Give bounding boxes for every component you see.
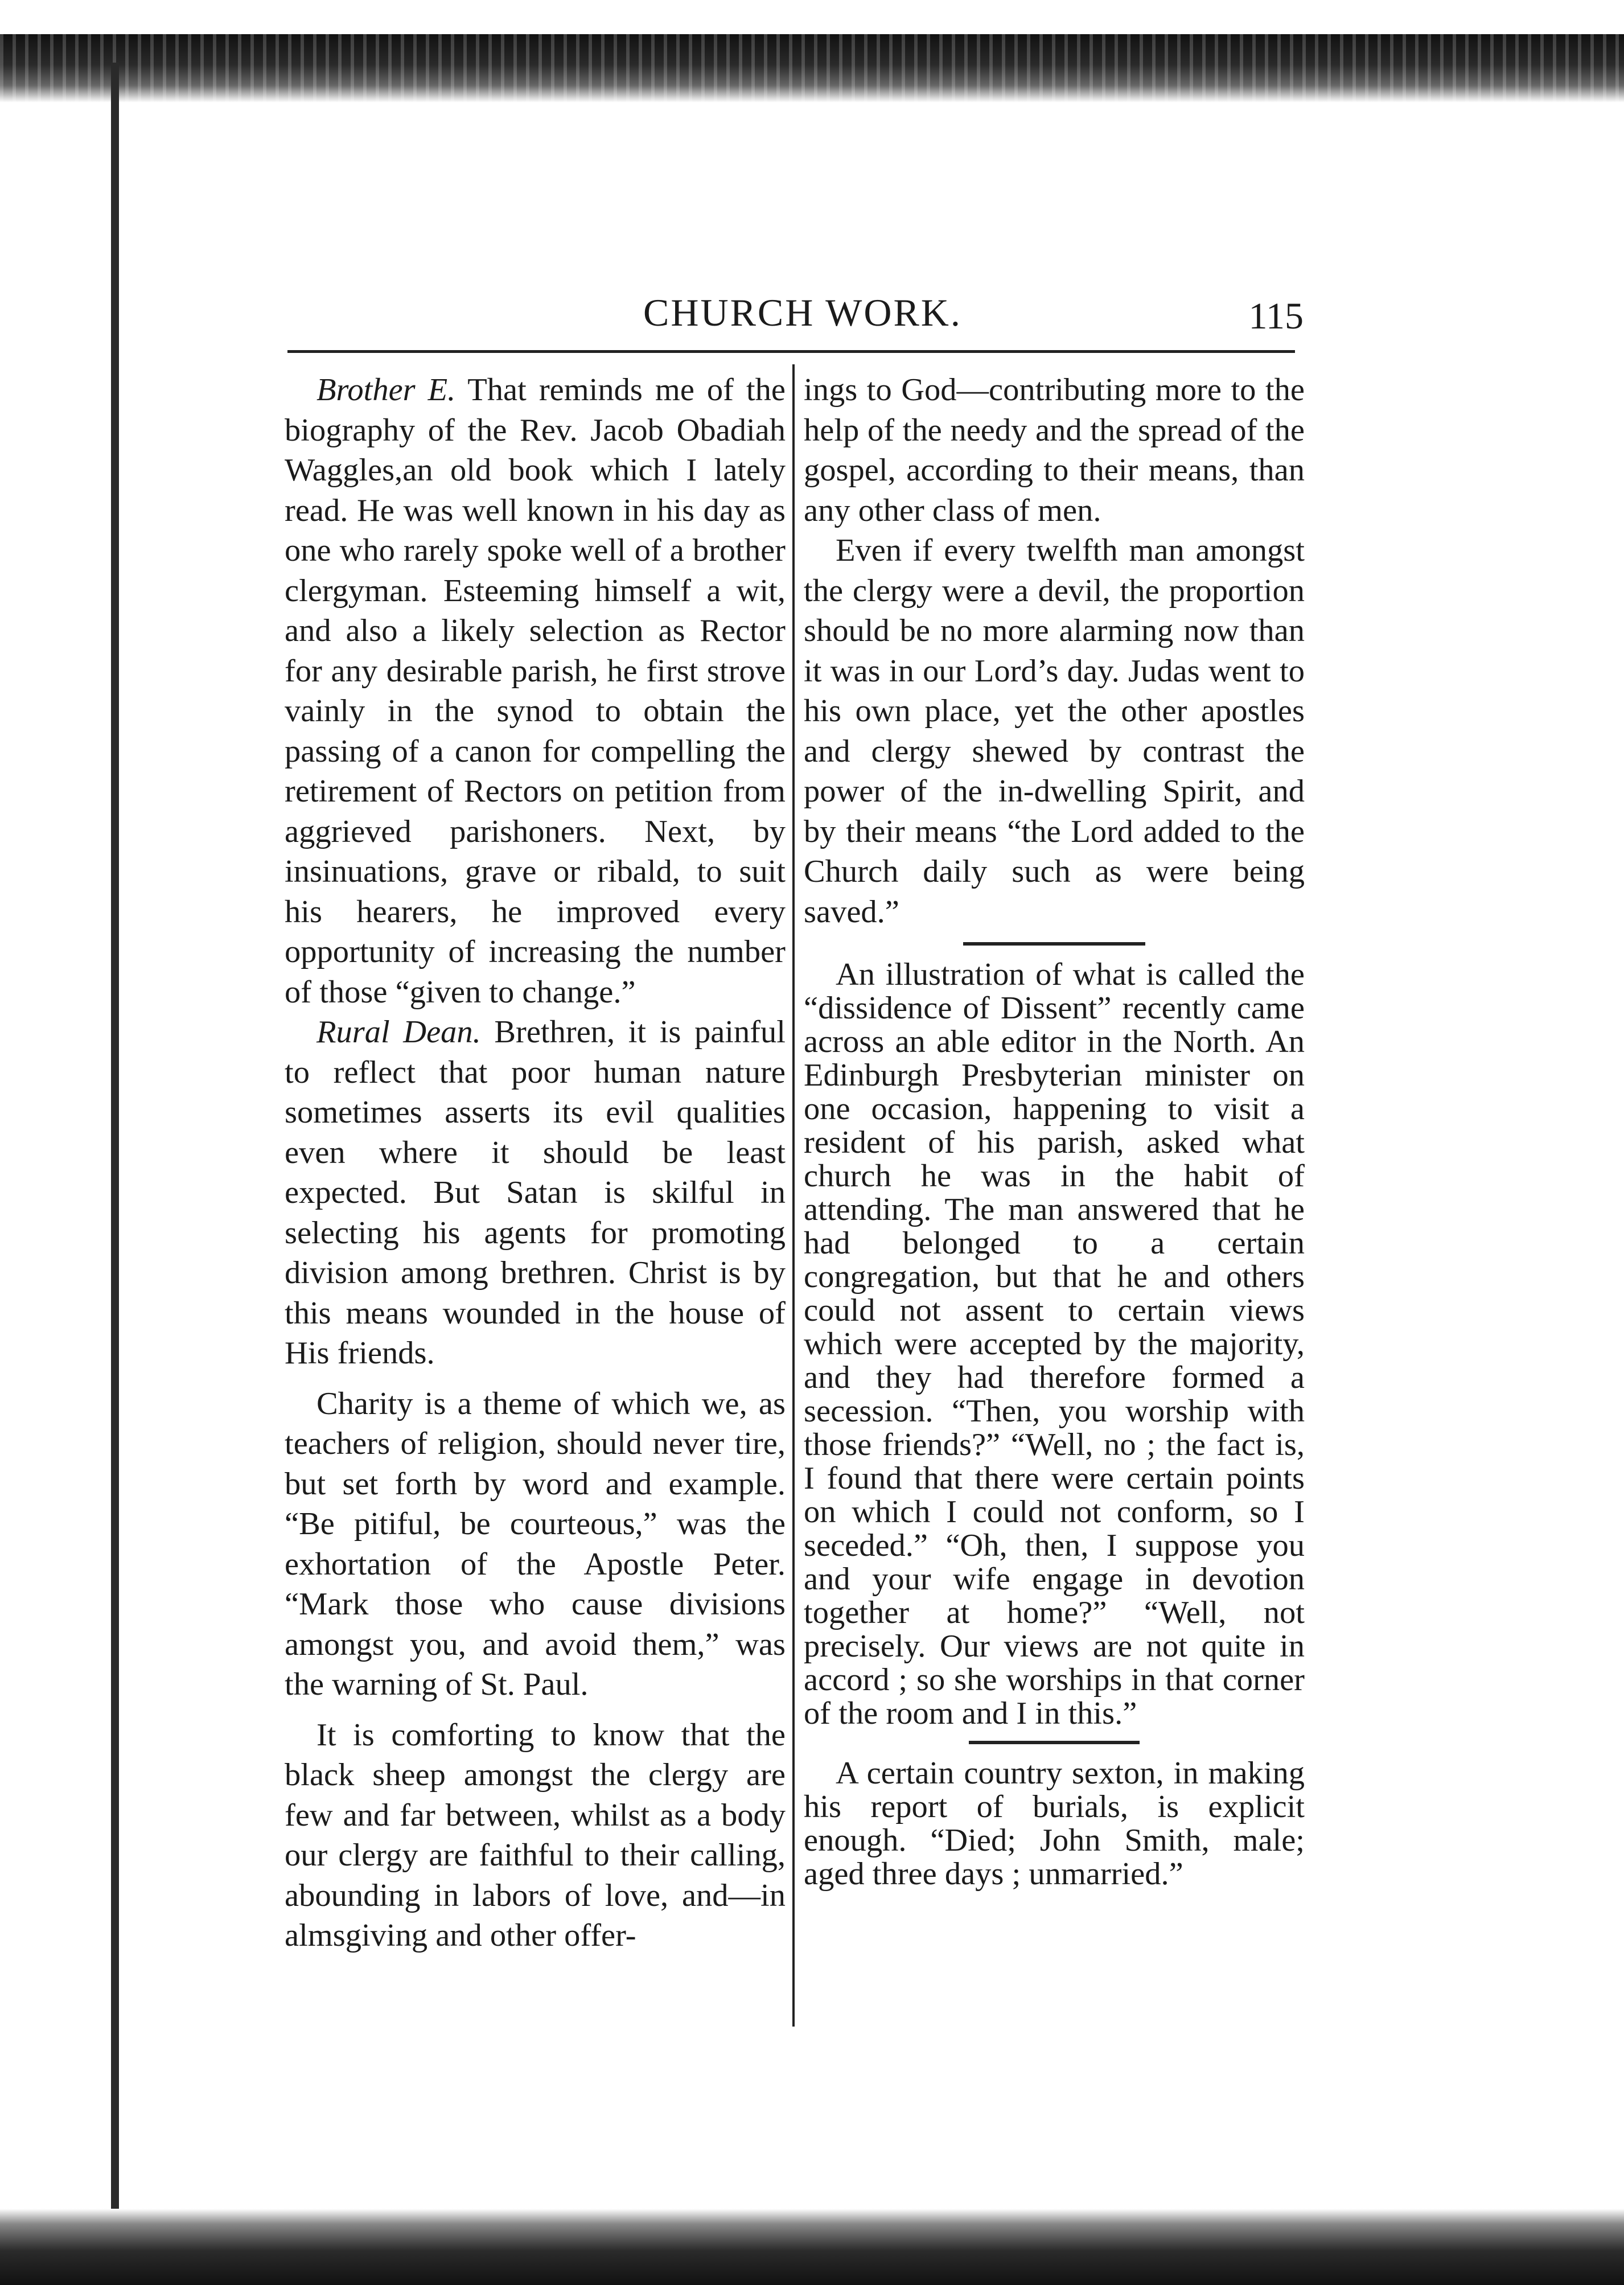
paragraph-text: That reminds me of the biography of the Rev. Jacob Obadiah Waggles,an old book which I lately read. He was well known in his day as one who rarely spoke well of a brother clergyman. Esteeming himself a wit, and also a likely selection as Rector for any desirable parish, he first strove vainly in the synod to obtain the passing of a canon for compelling the retirement of Rectors on petition from aggrieved parishoners. Next, by insinuations, grave or ribald, to suit his hearers, he improved every opportunity of increasing the number of those “given to change.” [285, 372, 786, 1010]
paragraph-twelfth-man: Even if every twelfth man amongst the clergy were a devil, the proportion should be no more alarming now than it was in our Lord’s day. Judas went to his own place, yet the other apostles and clergy shewed by contrast the power of the in-dwelling Spirit, and by their means “the Lord added to the Church daily such as were being saved.” [804, 533, 1305, 930]
speaker-label: Brother E. [316, 372, 456, 408]
column-divider [792, 364, 795, 2027]
paragraph-rural-dean [285, 1012, 786, 1374]
speaker-label: Rural Dean. [316, 1014, 481, 1050]
scan-shadow-bottom [0, 2209, 1624, 2285]
paragraph-black-sheep: It is comforting to know that the black sheep amongst the clergy are few and far between, whilst as a body our clergy are faithful to their calling, abounding in labors of love, and—in almsgiving and other offer- [285, 1717, 786, 1953]
section-divider [963, 942, 1145, 946]
header-rule [287, 350, 1295, 353]
paragraph-sexton: A certain country sexton, in making his report of burials, is explicit enough. “Died; John Smith, male; aged three days ; unmarried.” [804, 1756, 1305, 1892]
paragraph-dissent: An illustration of what is called the “dissidence of Dissent” recently came across an able editor in the North. An Edinburgh Presbyterian minister on one occasion, happening to visit a resident of his parish, asked what church he was in the habit of attending. The man answered that he had belonged to a certain congregation, but that he and others could not assent to certain views which were accepted by the majority, and they had therefore formed a secession. “Then, you worship with those friends?” “Well, no ; the fact is, I found that there were certain points on which I could not conform, so I seceded.” “Oh, then, I suppose you and your wife engage in devotion together at home?” “Well, not precisely. Our views are not quite in accord ; so she worships in that corner of the room and I in this.” [804, 957, 1305, 1731]
right-column [804, 370, 1305, 1891]
running-title: CHURCH WORK. [643, 291, 962, 334]
left-column [285, 370, 786, 1956]
scan-shadow-top [0, 34, 1624, 102]
page-header [279, 285, 1304, 347]
page-edge [111, 63, 119, 2283]
paragraph-text: Brethren, it is painful to reflect that poor human nature sometimes asserts its evil qualities even where it should be least expected. But Satan is skilful in selecting his agents for promoting division among brethren. Christ is by this means wounded in the house of His friends. [285, 1014, 786, 1371]
paragraph-charity: Charity is a theme of which we, as teachers of religion, should never tire, but set forth by word and example. “Be pitiful, be courteous,” was the exhortation of the Apostle Peter. “Mark those who cause divisions amongst you, and avoid them,” was the warning of St. Paul. [285, 1386, 786, 1702]
paragraph-brother-e [285, 370, 786, 1012]
paragraph-continuation: ings to God—contributing more to the help of the needy and the spread of the gospel, according to their means, than any other class of men. [804, 372, 1305, 528]
section-divider [969, 1741, 1140, 1744]
page-number: 115 [1248, 295, 1304, 337]
